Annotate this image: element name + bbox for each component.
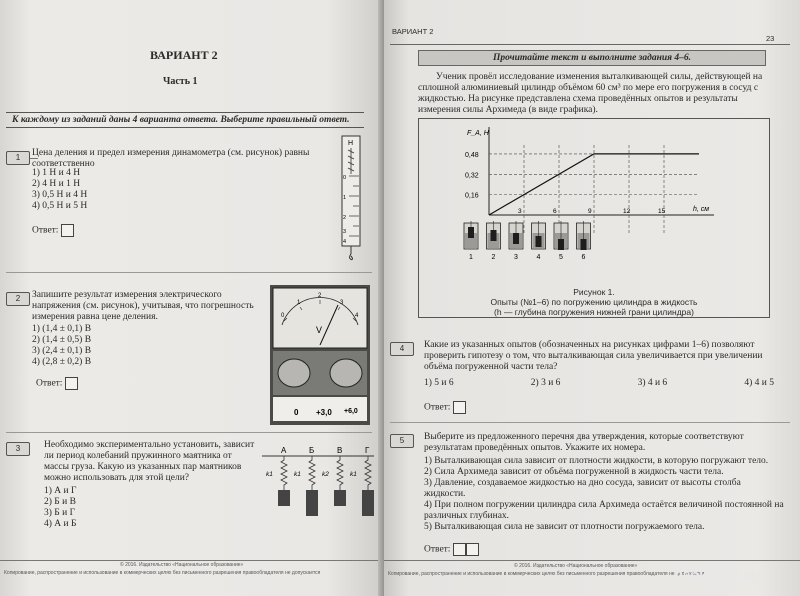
q1-option[interactable]: 3) 0,5 Н и 4 Н xyxy=(32,190,88,200)
svg-text:k2: k2 xyxy=(322,471,329,478)
q5-option[interactable]: 5) Выталкивающая сила не зависит от плотности погружаемого тела. xyxy=(424,522,705,532)
figure-caption-2: Опыты (№1–6) по погружению цилиндра в жидкость xyxy=(490,297,698,307)
q1-option[interactable]: 1) 1 Н и 4 Н xyxy=(32,168,81,178)
q5-options xyxy=(424,456,784,533)
footer-copyright: © 2016. Издательство «Национальное образование» xyxy=(120,562,244,568)
pendulum-label-v: В xyxy=(337,446,343,455)
q3-option[interactable]: 4) А и Б xyxy=(44,519,77,529)
voltmeter-figure xyxy=(270,285,370,425)
svg-text:k1: k1 xyxy=(350,471,357,478)
q2-answer xyxy=(36,377,78,390)
y-axis-label: F_A, Н xyxy=(467,130,489,137)
footer-notice: Копирование, распространение и использование в коммерческих целях без письменного разрешения правообладателя не допускается xyxy=(388,571,705,577)
question-number-4: 4 xyxy=(390,342,414,356)
question-separator xyxy=(390,422,790,423)
q2-options xyxy=(32,324,91,368)
left-page xyxy=(0,0,384,596)
q2-text: Запишите результат измерения электрического напряжения (см. рисунок), учитывая, что погрешность измерения равна цене деления. xyxy=(32,290,254,322)
spring-pendulums-figure xyxy=(262,446,374,526)
question-number-3: 3 xyxy=(6,442,30,456)
q2-option[interactable]: 3) (2,4 ± 0,1) В xyxy=(32,346,92,356)
question-number-1: 1 xyxy=(6,151,30,165)
svg-text:4: 4 xyxy=(343,239,347,245)
svg-text:2: 2 xyxy=(343,215,347,221)
page-number: 23 xyxy=(766,34,775,43)
q2-option[interactable]: 4) (2,8 ± 0,2) В xyxy=(32,357,92,367)
q5-option[interactable]: 4) При полном погружении цилиндра сила Архимеда остаётся величиной постоянной на различных глубинах. xyxy=(424,500,784,521)
q5-option[interactable]: 3) Давление, создаваемое жидкостью на дно сосуда, зависит от высоты столба жидкости. xyxy=(424,478,741,499)
svg-text:0: 0 xyxy=(281,313,285,319)
archimedes-chart xyxy=(419,119,769,284)
answer-box[interactable] xyxy=(65,377,78,390)
figure-caption-1: Рисунок 1. xyxy=(573,287,615,297)
x-tick-label: 3 xyxy=(518,208,522,215)
dynamometer-figure xyxy=(336,134,366,264)
variant-title: ВАРИАНТ 2 xyxy=(150,48,218,62)
q2-option[interactable]: 2) (1,4 ± 0,5) В xyxy=(32,335,92,345)
q3-options xyxy=(44,486,76,530)
cylinder xyxy=(513,233,519,244)
answer-label: Ответ: xyxy=(424,402,451,413)
svg-text:0: 0 xyxy=(294,408,299,417)
figure-caption-3: (h — глубина погружения нижней грани цилиндра) xyxy=(494,307,694,317)
x-axis-label: h, см xyxy=(693,206,710,213)
q4-options xyxy=(424,378,774,389)
answer-label: Ответ: xyxy=(424,544,451,555)
cylinder xyxy=(468,227,474,238)
q2-option[interactable]: 1) (1,4 ± 0,1) В xyxy=(32,324,92,334)
answer-box-2[interactable] xyxy=(466,543,479,556)
q1-option[interactable]: 2) 4 Н и 1 Н xyxy=(32,179,81,189)
answer-box-1[interactable] xyxy=(453,543,466,556)
question-separator xyxy=(6,432,372,433)
svg-text:+6,0: +6,0 xyxy=(344,408,358,415)
q1-options xyxy=(32,168,87,212)
watermark-logo: лабиринт.ру xyxy=(674,566,760,582)
q4-text: Какие из указанных опытов (обозначенных на рисунках цифрами 1–6) позволяют проверить гипотезу о том, что выталкивающая сила увеличивается при увеличении объёма погруженной части тела? xyxy=(424,340,763,372)
header-rule xyxy=(390,44,790,45)
x-tick-label: 9 xyxy=(588,208,592,215)
pendulum-label-b: Б xyxy=(309,446,315,455)
dyn-unit: Н xyxy=(348,140,354,147)
svg-text:1: 1 xyxy=(297,300,301,306)
x-tick-label: 12 xyxy=(623,208,631,215)
svg-text:2: 2 xyxy=(318,293,322,299)
intro-text: Ученик провёл исследование изменения выталкивающей силы, действующей на сплошной алюминиевый цилиндр объёмом 60 см³ по мере его погружения в сосуд с жидкостью. На рисунке представлена схема проведённых опытов и результаты измерения силы Архимеда (в виде графика). xyxy=(418,72,763,115)
experiment-label: 1 xyxy=(469,254,473,261)
svg-text:4: 4 xyxy=(355,313,359,319)
pendulum-label-a: А xyxy=(281,446,287,455)
cylinder xyxy=(491,230,497,241)
svg-text:0: 0 xyxy=(343,175,347,181)
q5-option[interactable]: 2) Сила Архимеда зависит от объёма погруженной в жидкость части тела. xyxy=(424,467,724,477)
q4-answer xyxy=(424,401,466,414)
q5-text: Выберите из предложенного перечня два утверждения, которые соответствуют результатам проведённых опытов. Укажите их номера. xyxy=(424,432,744,453)
y-tick-label: 0,16 xyxy=(465,192,479,200)
x-tick-label: 6 xyxy=(553,208,557,215)
question-number-2: 2 xyxy=(6,292,30,306)
section-title: Прочитайте текст и выполните задания 4–6. xyxy=(418,50,766,66)
footer-rule xyxy=(0,560,380,561)
meter-unit: V xyxy=(316,325,323,335)
q3-text: Необходимо экспериментально установить, зависит ли период колебаний пружинного маятника от массы груза. Какую из указанных пар маятников можно использовать для этой цели? xyxy=(44,440,255,483)
svg-text:k1: k1 xyxy=(294,471,301,478)
q4-option[interactable]: 2) 3 и 6 xyxy=(530,378,561,388)
q1-answer xyxy=(32,224,74,237)
answer-box[interactable] xyxy=(61,224,74,237)
figure-box xyxy=(418,118,770,318)
svg-text:1: 1 xyxy=(343,195,347,201)
svg-text:k1: k1 xyxy=(266,471,273,478)
svg-text:3: 3 xyxy=(343,229,347,235)
cylinder xyxy=(581,239,587,250)
svg-text:3: 3 xyxy=(340,300,344,306)
q4-option[interactable]: 4) 4 и 5 xyxy=(744,378,774,388)
experiment-label: 6 xyxy=(581,254,586,261)
cylinder xyxy=(558,239,564,250)
q3-option[interactable]: 3) Б и Г xyxy=(44,508,76,518)
q4-option[interactable]: 3) 4 и 6 xyxy=(637,378,668,388)
instruction-banner: К каждому из заданий даны 4 варианта ответа. Выберите правильный ответ. xyxy=(6,112,364,128)
answer-label: Ответ: xyxy=(32,225,59,236)
y-tick-label: 0,48 xyxy=(465,151,479,159)
question-number-5: 5 xyxy=(390,434,414,448)
q5-option[interactable]: 1) Выталкивающая сила зависит от плотности жидкости, в которую погружают тело. xyxy=(424,456,769,466)
y-tick-label: 0,32 xyxy=(465,172,479,180)
answer-box[interactable] xyxy=(453,401,466,414)
question-separator xyxy=(6,272,372,273)
q1-text: Цена деления и предел измерения динамометра (см. рисунок) равны соответственно xyxy=(32,148,310,169)
figure-caption xyxy=(419,287,769,317)
experiment-label: 2 xyxy=(491,254,496,261)
q3-option[interactable]: 2) Б и В xyxy=(44,497,76,507)
experiment-label: 5 xyxy=(559,254,563,261)
experiment-label: 3 xyxy=(514,254,518,261)
footer-rule xyxy=(384,560,800,561)
q3-option[interactable]: 1) А и Г xyxy=(44,486,77,496)
cylinder xyxy=(536,236,542,247)
right-page xyxy=(384,0,800,596)
footer-copyright: © 2016. Издательство «Национальное образование» xyxy=(514,563,638,569)
footer-notice: Копирование, распространение и использование в коммерческих целях без письменного разрешения правообладателя не допускается xyxy=(4,570,321,576)
q4-option[interactable]: 1) 5 и 6 xyxy=(424,378,454,388)
q1-option[interactable]: 4) 0,5 Н и 5 Н xyxy=(32,201,88,211)
x-tick-label: 15 xyxy=(658,208,666,215)
svg-text:+3,0: +3,0 xyxy=(316,408,332,417)
experiment-label: 4 xyxy=(536,254,541,261)
running-header: ВАРИАНТ 2 xyxy=(392,27,434,36)
q5-answer xyxy=(424,543,479,556)
answer-label: Ответ: xyxy=(36,378,63,389)
pendulum-label-g: Г xyxy=(365,446,370,455)
part-title: Часть 1 xyxy=(163,76,198,87)
